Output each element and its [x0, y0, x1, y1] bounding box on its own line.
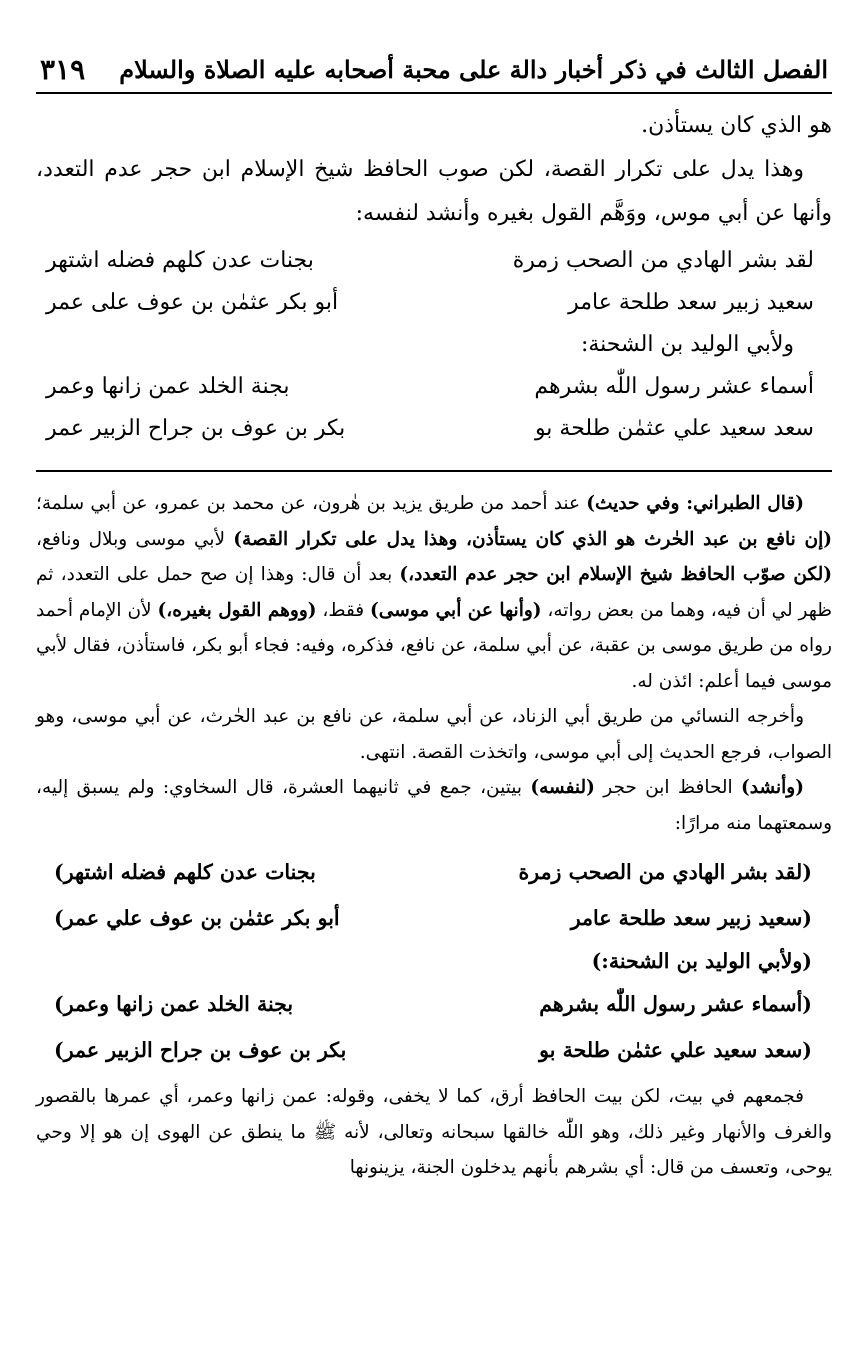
- verse-hemistich: بجنة الخلد عمن زانها وعمر): [54, 992, 294, 1016]
- page-number: ٣١٩: [40, 53, 86, 86]
- verse-hemistich: (لقد بشر الهادي من الصحب زمرة: [518, 860, 812, 884]
- main-paragraph-2: وهذا يدل على تكرار القصة، لكن صوب الحافظ شيخ الإسلام ابن حجر عدم التعدد، وأنها عن أبي موس، ووَهَّم القول بغيره وأنشد لنفسه:: [36, 157, 832, 226]
- verse-hemistich: أبو بكر عثمٰن بن عوف على عمر: [46, 290, 339, 315]
- verse-hemistich: بجنة الخلد عمن زانها وعمر: [46, 374, 290, 399]
- poem-label: (ولأبي الوليد بن الشحنة:): [591, 949, 812, 973]
- verse-line: [36, 282, 832, 324]
- verse-hemistich: أسماء عشر رسول اللّٰه بشرهم: [534, 374, 814, 399]
- verse-hemistich: لقد بشر الهادي من الصحب زمرة: [512, 248, 814, 273]
- verse-line: [36, 895, 832, 941]
- verse-hemistich: بكر بن عوف بن جراح الزبير عمر): [54, 1038, 347, 1062]
- verse-hemistich: (سعد سعيد علي عثمٰن طلحة بو: [539, 1038, 812, 1062]
- verse-hemistich: بجنات عدن كلهم فضله اشتهر: [46, 248, 314, 273]
- running-header: [36, 52, 832, 92]
- verse-hemistich: بكر بن عوف بن جراح الزبير عمر: [46, 416, 346, 441]
- verse-line: [36, 408, 832, 450]
- verse-line: [36, 1027, 832, 1073]
- verse-line: [36, 849, 832, 895]
- verse-hemistich: (سعيد زبير سعد طلحة عامر: [570, 906, 812, 930]
- poem-label: ولأبي الوليد بن الشحنة:: [580, 332, 794, 357]
- verse-hemistich: بجنات عدن كلهم فضله اشتهر): [54, 860, 316, 884]
- commentary-paragraph-2: وأخرجه النسائي من طريق أبي الزناد، عن أبي سلمة، عن نافع بن عبد الحٰرث، عن أبي موسى، وهو الصواب، فرجع الحديث إلى أبي موسى، واتخذت القصة. انتهى.: [36, 706, 832, 763]
- verse-hemistich: سعد سعيد علي عثمٰن طلحة بو: [534, 416, 814, 441]
- verse-hemistich: سعيد زبير سعد طلحة عامر: [568, 290, 814, 315]
- verse-line: [36, 981, 832, 1027]
- commentary-poem: [36, 849, 832, 1073]
- commentary-divider: [36, 470, 832, 472]
- commentary-paragraph-3: (وأنشد) الحافظ ابن حجر (لنفسه) بيتين، جمع في ثانيهما العشرة، قال السخاوي: ولم يسبق إليه، وسمعتهما منه مرارًا:: [36, 777, 832, 834]
- commentary-text: [36, 486, 832, 1186]
- main-paragraph-1: هو الذي كان يستأذن.: [641, 113, 832, 138]
- poem-ibn-hajar: [36, 240, 832, 450]
- main-text: [36, 104, 832, 450]
- verse-hemistich: (أسماء عشر رسول اللّٰه بشرهم: [539, 992, 812, 1016]
- verse-line: [36, 240, 832, 282]
- commentary-paragraph-4: فجمعهم في بيت، لكن بيت الحافظ أرق، كما لا يخفى، وقوله: عمن زانها وعمر، أي عمرها بالقصور والغرف والأنهار وغير ذلك، وهو اللّٰه خالقها سبحانه وتعالى، لأنه ﷺ ما ينطق عن الهوى إن هو إلا وحي يوحى، وتعسف من قال: أي بشرهم بأنهم يدخلون الجنة، يزينونها: [36, 1086, 832, 1178]
- header-rule: [36, 92, 832, 94]
- verse-hemistich: أبو بكر عثمٰن بن عوف علي عمر): [54, 906, 340, 930]
- verse-line: [36, 366, 832, 408]
- chapter-title: الفصل الثالث في ذكر أخبار دالة على محبة أصحابه عليه الصلاة والسلام: [119, 55, 828, 84]
- commentary-paragraph-1: (قال الطبراني: وفي حديث) عند أحمد من طريق يزيد بن هٰرون، عن محمد بن عمرو، عن أبي سلمة؛ (إن نافع بن عبد الحٰرث هو الذي كان يستأذن، وهذا يدل على تكرار القصة) لأبي موسى وبلال ونافع، (لكن صوّب الحافظ شيخ الإسلام ابن حجر عدم التعدد،) بعد أن قال: وهذا إن صح حمل على التعدد، ثم ظهر لي أن فيه، وهما من بعض رواته، (وأنها عن أبي موسى) فقط، (ووهم القول بغيره،) لأن الإمام أحمد رواه من طريق موسى بن عقبة، عن أبي سلمة، عن نافع، فذكره، وفيه: فجاء أبو بكر، فاستأذن، فقال لأبي موسى فيما أعلم: ائذن له.: [36, 493, 833, 692]
